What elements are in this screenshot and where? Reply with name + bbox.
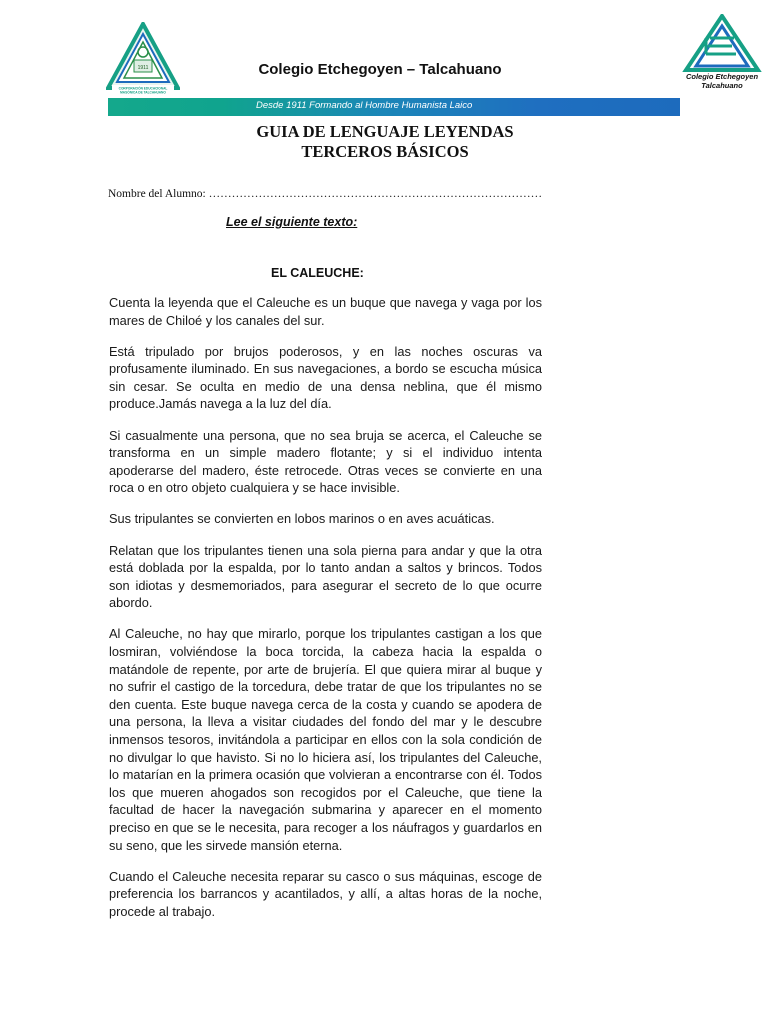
motto-text: Desde 1911 Formando al Hombre Humanista Laico xyxy=(256,100,473,111)
school-name: Colegio Etchegoyen – Talcahuano xyxy=(258,61,502,78)
story-paragraph: Está tripulado por brujos poderosos, y en las noches oscuras va profusamente iluminado. En sus navegaciones, a bordo se escucha música sin cesar. Se oculta en medio de una densa neblina, que él mismo produce.Jamás navega a la luz del día. xyxy=(109,343,542,412)
motto-banner xyxy=(108,98,680,116)
story-paragraph: Al Caleuche, no hay que mirarlo, porque los tripulantes castigan a los que losmiran, volviéndose la boca torcida, la cabeza hacia la espalda o matándole de repente, por arte de brujería. El que quiera mirar al buque y no sufrir el castigo de la torcedura, debe tratar de que los tripulantes no se den cuenta. Este buque navega cerca de la costa y cuando se apodera de una persona, la lleva a visitar ciudades del fondo del mar y le descubre inmensos tesoros, invitándola a participar en ellos con la sola condición de no divulgar lo que havisto. Si no lo hiciera así, los tripulantes del Caleuche, lo matarían en la primera ocasión que volvieran a encontrarse con él. Todos los que mueren ahogados son recogidos por el Caleuche, que tiene la facultad de hacer la navegación submarina y aparecer en el momento preciso en que se le necesita, para recoger a los náufragos y guardarlos en su seno, que les sirvede mansión eterna. xyxy=(109,626,542,853)
reading-instruction: Lee el siguiente texto: xyxy=(226,215,358,229)
student-name-field: Nombre del Alumno: …………………………………………………………………………… xyxy=(108,188,543,200)
school-seal-logo xyxy=(106,22,180,96)
story-paragraph: Sus tripulantes se convierten en lobos marinos o en aves acuáticas. xyxy=(109,511,495,527)
story-paragraph: Cuenta la leyenda que el Caleuche es un buque que navega y vaga por los mares de Chiloé y los canales del sur. xyxy=(109,295,542,328)
triangle-e-logo-icon xyxy=(682,14,762,72)
story-title: EL CALEUCHE: xyxy=(271,266,364,280)
triangle-seal-icon xyxy=(106,22,180,96)
svg-text:CORPORACIÓN EDUCACIONAL: CORPORACIÓN EDUCACIONAL xyxy=(118,86,168,91)
guide-title-line2: TERCEROS BÁSICOS xyxy=(301,142,469,161)
guide-title-line1: GUIA DE LENGUAJE LEYENDAS xyxy=(256,122,514,141)
logo-caption-line2: Talcahuano xyxy=(701,81,743,90)
story-paragraph: Relatan que los tripulantes tienen una sola pierna para andar y que la otra está doblada por la espalda, por lo tanto andan a saltos y brincos. Todos son idiotas y desmemoriados, para asegurar el secreto de lo que ocurre abordo. xyxy=(109,542,542,611)
svg-text:1911: 1911 xyxy=(137,65,149,71)
logo-caption-line1: Colegio Etchegoyen xyxy=(685,72,759,81)
svg-text:MASÓNICA DE TALCAHUANO: MASÓNICA DE TALCAHUANO xyxy=(120,90,166,95)
story-paragraph: Si casualmente una persona, que no sea bruja se acerca, el Caleuche se transforma en un simple madero flotante; y si el individuo intenta apoderarse del madero, éste retrocede. Otras veces se convierte en una roca o en otro objeto cualquiera y se hace invisible. xyxy=(109,427,542,496)
story-paragraph: Cuando el Caleuche necesita reparar su casco o sus máquinas, escoge de preferencia los barrancos y acantilados, y allí, a altas horas de la noche, procede al trabajo. xyxy=(109,868,542,919)
school-logo-right xyxy=(682,14,762,100)
story-body xyxy=(109,294,542,934)
